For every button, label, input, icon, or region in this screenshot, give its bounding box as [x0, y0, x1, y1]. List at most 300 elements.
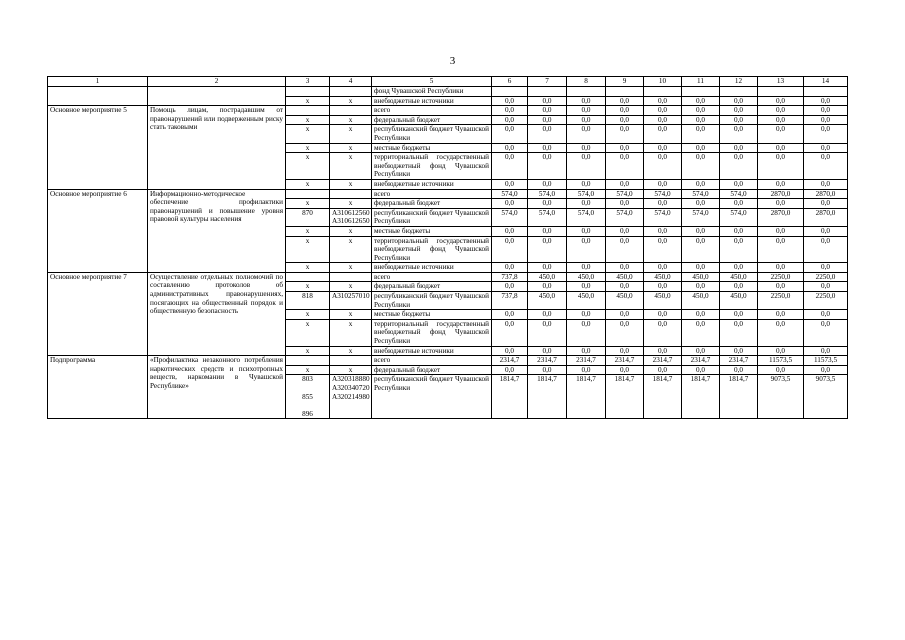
value-cell: 0,0 [606, 310, 644, 320]
value-cell: 574,0 [720, 189, 758, 199]
value-cell: 0,0 [528, 310, 567, 320]
kbk-cell [330, 106, 372, 116]
code-cell: х [286, 282, 330, 292]
kbk-cell: х [330, 319, 372, 346]
value-cell: 0,0 [528, 115, 567, 125]
value-cell: 450,0 [528, 292, 567, 310]
value-cell: 0,0 [804, 96, 848, 106]
value-cell: 0,0 [567, 179, 606, 189]
measure-cell: Подпрограмма [48, 356, 148, 419]
column-header: 14 [804, 77, 848, 87]
value-cell: 0,0 [804, 143, 848, 153]
value-cell: 0,0 [528, 125, 567, 143]
page-number: 3 [449, 55, 456, 67]
value-cell: 0,0 [720, 96, 758, 106]
column-header: 9 [606, 77, 644, 87]
value-cell: 574,0 [682, 189, 720, 199]
code-cell: х [286, 143, 330, 153]
description-cell: «Профилактика незаконного потребления наркотических средств и психотропных веществ, наркомании в Чувашской Республике» [148, 356, 286, 419]
value-cell: 0,0 [682, 179, 720, 189]
description-cell: Осуществление отдельных полномочий по составлению протоколов об административных правонарушениях, посягающих на общественный порядок и общественную безопасность [148, 272, 286, 355]
value-cell: 9073,5 [804, 375, 848, 419]
value-cell: 450,0 [682, 272, 720, 282]
value-cell: 0,0 [644, 153, 682, 180]
value-cell: 0,0 [528, 179, 567, 189]
value-cell: 0,0 [492, 143, 528, 153]
value-cell: 0,0 [758, 96, 804, 106]
column-header: 1 [48, 77, 148, 87]
table-header-row [48, 77, 848, 87]
code-cell [286, 87, 330, 97]
value-cell: 0,0 [720, 346, 758, 356]
value-cell: 0,0 [682, 115, 720, 125]
value-cell: 0,0 [606, 143, 644, 153]
funding-source-cell: внебюджетные источники [372, 179, 492, 189]
table-row [48, 272, 848, 282]
value-cell: 0,0 [567, 125, 606, 143]
funding-source-cell: республиканский бюджет Чувашской Республики [372, 292, 492, 310]
value-cell: 450,0 [720, 292, 758, 310]
value-cell: 0,0 [682, 106, 720, 116]
value-cell: 0,0 [804, 125, 848, 143]
kbk-cell: х [330, 179, 372, 189]
value-cell: 0,0 [528, 106, 567, 116]
value-cell: 1814,7 [682, 375, 720, 419]
code-cell: х [286, 96, 330, 106]
value-cell: 0,0 [644, 310, 682, 320]
value-cell: 0,0 [682, 125, 720, 143]
value-cell: 0,0 [606, 115, 644, 125]
value-cell: 0,0 [528, 282, 567, 292]
value-cell: 0,0 [492, 310, 528, 320]
column-header: 12 [720, 77, 758, 87]
value-cell: 574,0 [682, 208, 720, 226]
value-cell: 450,0 [606, 292, 644, 310]
value-cell: 0,0 [758, 282, 804, 292]
value-cell: 1814,7 [528, 375, 567, 419]
funding-source-cell: федеральный бюджет [372, 282, 492, 292]
value-cell: 9073,5 [758, 375, 804, 419]
funding-source-cell: внебюджетные источники [372, 346, 492, 356]
value-cell: 0,0 [567, 226, 606, 236]
value-cell: 0,0 [492, 282, 528, 292]
value-cell: 574,0 [528, 189, 567, 199]
code-cell: х [286, 319, 330, 346]
funding-source-cell: местные бюджеты [372, 143, 492, 153]
value-cell: 2250,0 [758, 272, 804, 282]
kbk-cell: А310612560 А310612650 [330, 208, 372, 226]
value-cell: 0,0 [492, 365, 528, 375]
value-cell: 0,0 [528, 319, 567, 346]
column-header: 10 [644, 77, 682, 87]
kbk-cell [330, 272, 372, 282]
value-cell: 450,0 [567, 272, 606, 282]
value-cell [644, 87, 682, 97]
value-cell: 2314,7 [682, 356, 720, 366]
value-cell: 0,0 [720, 263, 758, 273]
value-cell: 0,0 [644, 263, 682, 273]
code-cell: х [286, 365, 330, 375]
value-cell: 737,8 [492, 292, 528, 310]
value-cell: 0,0 [492, 179, 528, 189]
value-cell: 2250,0 [804, 272, 848, 282]
value-cell: 574,0 [606, 208, 644, 226]
value-cell: 0,0 [606, 96, 644, 106]
value-cell: 0,0 [528, 365, 567, 375]
value-cell: 0,0 [528, 96, 567, 106]
value-cell: 0,0 [804, 236, 848, 263]
value-cell: 0,0 [804, 106, 848, 116]
table-row [48, 106, 848, 116]
kbk-cell [330, 87, 372, 97]
code-cell [286, 272, 330, 282]
description-cell: Помощь лицам, пострадавшим от правонарушений или подверженным риску стать таковыми [148, 106, 286, 189]
value-cell: 0,0 [804, 115, 848, 125]
value-cell: 0,0 [720, 115, 758, 125]
value-cell: 0,0 [644, 199, 682, 209]
value-cell: 0,0 [644, 143, 682, 153]
value-cell: 0,0 [606, 199, 644, 209]
value-cell: 0,0 [804, 226, 848, 236]
funding-source-cell: республиканский бюджет Чувашской Республики [372, 375, 492, 419]
value-cell: 2250,0 [758, 292, 804, 310]
value-cell: 2314,7 [567, 356, 606, 366]
value-cell: 0,0 [644, 226, 682, 236]
kbk-cell: х [330, 346, 372, 356]
value-cell: 0,0 [720, 153, 758, 180]
value-cell: 450,0 [644, 292, 682, 310]
value-cell: 0,0 [567, 319, 606, 346]
value-cell: 2870,0 [804, 189, 848, 199]
value-cell: 0,0 [758, 106, 804, 116]
value-cell: 0,0 [720, 319, 758, 346]
value-cell: 450,0 [682, 292, 720, 310]
funding-source-cell: всего [372, 272, 492, 282]
value-cell: 2314,7 [528, 356, 567, 366]
value-cell: 0,0 [682, 96, 720, 106]
value-cell: 0,0 [758, 115, 804, 125]
measure-cell [48, 87, 148, 106]
value-cell: 0,0 [804, 310, 848, 320]
kbk-cell: х [330, 310, 372, 320]
value-cell: 0,0 [804, 263, 848, 273]
value-cell: 2870,0 [758, 208, 804, 226]
value-cell: 2250,0 [804, 292, 848, 310]
value-cell [492, 87, 528, 97]
kbk-cell [330, 189, 372, 199]
value-cell: 0,0 [528, 226, 567, 236]
value-cell: 0,0 [644, 236, 682, 263]
value-cell [528, 87, 567, 97]
funding-source-cell: республиканский бюджет Чувашской Республики [372, 125, 492, 143]
code-cell: х [286, 236, 330, 263]
value-cell: 11573,5 [804, 356, 848, 366]
value-cell: 0,0 [606, 282, 644, 292]
value-cell: 0,0 [758, 346, 804, 356]
value-cell: 0,0 [567, 199, 606, 209]
measure-cell: Основное мероприятие 5 [48, 106, 148, 189]
value-cell: 0,0 [528, 153, 567, 180]
value-cell: 574,0 [720, 208, 758, 226]
value-cell: 0,0 [758, 236, 804, 263]
value-cell: 2314,7 [492, 356, 528, 366]
value-cell [758, 87, 804, 97]
value-cell: 0,0 [644, 125, 682, 143]
value-cell: 0,0 [720, 106, 758, 116]
funding-source-cell: фонд Чувашской Республики [372, 87, 492, 97]
code-cell: 870 [286, 208, 330, 226]
value-cell: 574,0 [567, 189, 606, 199]
value-cell: 0,0 [720, 143, 758, 153]
value-cell: 0,0 [682, 199, 720, 209]
value-cell: 0,0 [682, 236, 720, 263]
kbk-cell: х [330, 153, 372, 180]
value-cell: 0,0 [606, 125, 644, 143]
value-cell: 0,0 [606, 106, 644, 116]
value-cell: 0,0 [758, 199, 804, 209]
code-cell [286, 356, 330, 366]
value-cell: 0,0 [606, 346, 644, 356]
value-cell: 1814,7 [720, 375, 758, 419]
value-cell: 0,0 [758, 143, 804, 153]
value-cell: 0,0 [606, 365, 644, 375]
kbk-cell: А310257010 [330, 292, 372, 310]
value-cell: 450,0 [528, 272, 567, 282]
value-cell: 0,0 [804, 179, 848, 189]
value-cell [720, 87, 758, 97]
value-cell: 574,0 [644, 189, 682, 199]
value-cell: 0,0 [720, 310, 758, 320]
value-cell: 0,0 [758, 153, 804, 180]
value-cell: 0,0 [720, 236, 758, 263]
value-cell: 0,0 [682, 282, 720, 292]
funding-source-cell: территориальный государственный внебюджетный фонд Чувашской Республики [372, 153, 492, 180]
value-cell: 0,0 [758, 125, 804, 143]
code-cell: 818 [286, 292, 330, 310]
budget-table [47, 76, 848, 419]
value-cell: 574,0 [492, 208, 528, 226]
value-cell: 574,0 [528, 208, 567, 226]
code-cell: х [286, 346, 330, 356]
value-cell: 0,0 [492, 153, 528, 180]
code-cell: х [286, 199, 330, 209]
value-cell: 0,0 [606, 319, 644, 346]
column-header: 5 [372, 77, 492, 87]
value-cell: 0,0 [720, 226, 758, 236]
value-cell: 0,0 [758, 365, 804, 375]
code-cell: х [286, 125, 330, 143]
value-cell: 0,0 [804, 365, 848, 375]
value-cell: 0,0 [644, 115, 682, 125]
value-cell: 0,0 [606, 179, 644, 189]
value-cell: 0,0 [528, 263, 567, 273]
value-cell: 2314,7 [720, 356, 758, 366]
value-cell: 0,0 [492, 125, 528, 143]
value-cell: 0,0 [720, 365, 758, 375]
value-cell: 2870,0 [758, 189, 804, 199]
column-header: 7 [528, 77, 567, 87]
value-cell: 0,0 [804, 282, 848, 292]
value-cell: 0,0 [758, 310, 804, 320]
value-cell: 0,0 [758, 263, 804, 273]
value-cell: 0,0 [682, 153, 720, 180]
value-cell [567, 87, 606, 97]
kbk-cell: х [330, 365, 372, 375]
value-cell: 0,0 [567, 153, 606, 180]
description-cell [148, 87, 286, 106]
kbk-cell: х [330, 143, 372, 153]
code-cell: х [286, 153, 330, 180]
value-cell: 0,0 [606, 263, 644, 273]
value-cell: 0,0 [492, 346, 528, 356]
value-cell [804, 87, 848, 97]
value-cell: 0,0 [644, 319, 682, 346]
measure-cell: Основное мероприятие 6 [48, 189, 148, 272]
value-cell: 0,0 [758, 319, 804, 346]
value-cell: 0,0 [804, 199, 848, 209]
value-cell: 0,0 [804, 319, 848, 346]
value-cell: 0,0 [492, 115, 528, 125]
value-cell: 0,0 [528, 199, 567, 209]
table-row [48, 356, 848, 366]
kbk-cell: х [330, 96, 372, 106]
value-cell: 0,0 [682, 143, 720, 153]
value-cell: 0,0 [567, 263, 606, 273]
funding-source-cell: местные бюджеты [372, 310, 492, 320]
code-cell: х [286, 179, 330, 189]
value-cell: 1814,7 [492, 375, 528, 419]
value-cell: 0,0 [567, 106, 606, 116]
value-cell: 0,0 [644, 282, 682, 292]
column-header: 6 [492, 77, 528, 87]
column-header: 4 [330, 77, 372, 87]
funding-source-cell: всего [372, 189, 492, 199]
code-cell: х [286, 263, 330, 273]
value-cell: 737,8 [492, 272, 528, 282]
value-cell: 0,0 [528, 236, 567, 263]
value-cell: 11573,5 [758, 356, 804, 366]
code-cell: х [286, 310, 330, 320]
funding-source-cell: внебюджетные источники [372, 263, 492, 273]
funding-source-cell: территориальный государственный внебюджетный фонд Чувашской Республики [372, 236, 492, 263]
value-cell: 1814,7 [567, 375, 606, 419]
value-cell: 0,0 [644, 179, 682, 189]
funding-source-cell: республиканский бюджет Чувашской Республики [372, 208, 492, 226]
value-cell: 0,0 [606, 226, 644, 236]
value-cell: 1814,7 [644, 375, 682, 419]
value-cell: 0,0 [492, 263, 528, 273]
value-cell: 0,0 [682, 346, 720, 356]
column-header: 13 [758, 77, 804, 87]
value-cell: 1814,7 [606, 375, 644, 419]
kbk-cell: х [330, 226, 372, 236]
kbk-cell: А320318880 А320340720 А320214980 [330, 375, 372, 419]
value-cell: 0,0 [644, 96, 682, 106]
kbk-cell: х [330, 263, 372, 273]
value-cell: 0,0 [492, 236, 528, 263]
table-row [48, 87, 848, 97]
kbk-cell: х [330, 125, 372, 143]
value-cell: 0,0 [720, 125, 758, 143]
value-cell: 0,0 [606, 153, 644, 180]
kbk-cell: х [330, 115, 372, 125]
value-cell: 2314,7 [644, 356, 682, 366]
funding-source-cell: федеральный бюджет [372, 199, 492, 209]
value-cell: 0,0 [644, 365, 682, 375]
kbk-cell: х [330, 282, 372, 292]
value-cell: 574,0 [492, 189, 528, 199]
value-cell: 2870,0 [804, 208, 848, 226]
value-cell: 450,0 [644, 272, 682, 282]
value-cell: 0,0 [682, 310, 720, 320]
value-cell: 0,0 [804, 346, 848, 356]
value-cell: 0,0 [644, 106, 682, 116]
value-cell: 0,0 [492, 226, 528, 236]
funding-source-cell: местные бюджеты [372, 226, 492, 236]
value-cell: 0,0 [492, 106, 528, 116]
column-header: 11 [682, 77, 720, 87]
funding-source-cell: всего [372, 356, 492, 366]
value-cell: 2314,7 [606, 356, 644, 366]
value-cell: 0,0 [528, 346, 567, 356]
value-cell: 0,0 [567, 143, 606, 153]
value-cell: 0,0 [492, 319, 528, 346]
measure-cell: Основное мероприятие 7 [48, 272, 148, 355]
funding-source-cell: всего [372, 106, 492, 116]
value-cell: 0,0 [644, 346, 682, 356]
value-cell [606, 87, 644, 97]
value-cell: 574,0 [606, 189, 644, 199]
funding-source-cell: федеральный бюджет [372, 365, 492, 375]
value-cell: 0,0 [682, 263, 720, 273]
code-cell: х [286, 226, 330, 236]
value-cell: 0,0 [682, 319, 720, 346]
funding-source-cell: территориальный государственный внебюджетный фонд Чувашской Республики [372, 319, 492, 346]
column-header: 3 [286, 77, 330, 87]
value-cell: 0,0 [567, 236, 606, 263]
value-cell: 0,0 [567, 346, 606, 356]
value-cell: 0,0 [720, 282, 758, 292]
value-cell: 450,0 [567, 292, 606, 310]
value-cell: 0,0 [606, 236, 644, 263]
kbk-cell: х [330, 199, 372, 209]
value-cell: 450,0 [606, 272, 644, 282]
value-cell: 574,0 [567, 208, 606, 226]
value-cell: 0,0 [567, 282, 606, 292]
description-cell: Информационно-методическое обеспечение профилактики правонарушений и повышение уровня правовой культуры населения [148, 189, 286, 272]
value-cell: 0,0 [720, 179, 758, 189]
value-cell: 0,0 [528, 143, 567, 153]
value-cell: 0,0 [492, 96, 528, 106]
value-cell: 0,0 [758, 179, 804, 189]
value-cell [682, 87, 720, 97]
code-cell: х [286, 115, 330, 125]
value-cell: 0,0 [567, 310, 606, 320]
value-cell: 0,0 [682, 365, 720, 375]
value-cell: 0,0 [567, 96, 606, 106]
value-cell: 0,0 [720, 199, 758, 209]
value-cell: 0,0 [758, 226, 804, 236]
column-header: 2 [148, 77, 286, 87]
value-cell: 450,0 [720, 272, 758, 282]
code-cell [286, 106, 330, 116]
table-row [48, 189, 848, 199]
value-cell: 0,0 [567, 365, 606, 375]
funding-source-cell: внебюджетные источники [372, 96, 492, 106]
value-cell: 0,0 [804, 153, 848, 180]
value-cell: 574,0 [644, 208, 682, 226]
column-header: 8 [567, 77, 606, 87]
